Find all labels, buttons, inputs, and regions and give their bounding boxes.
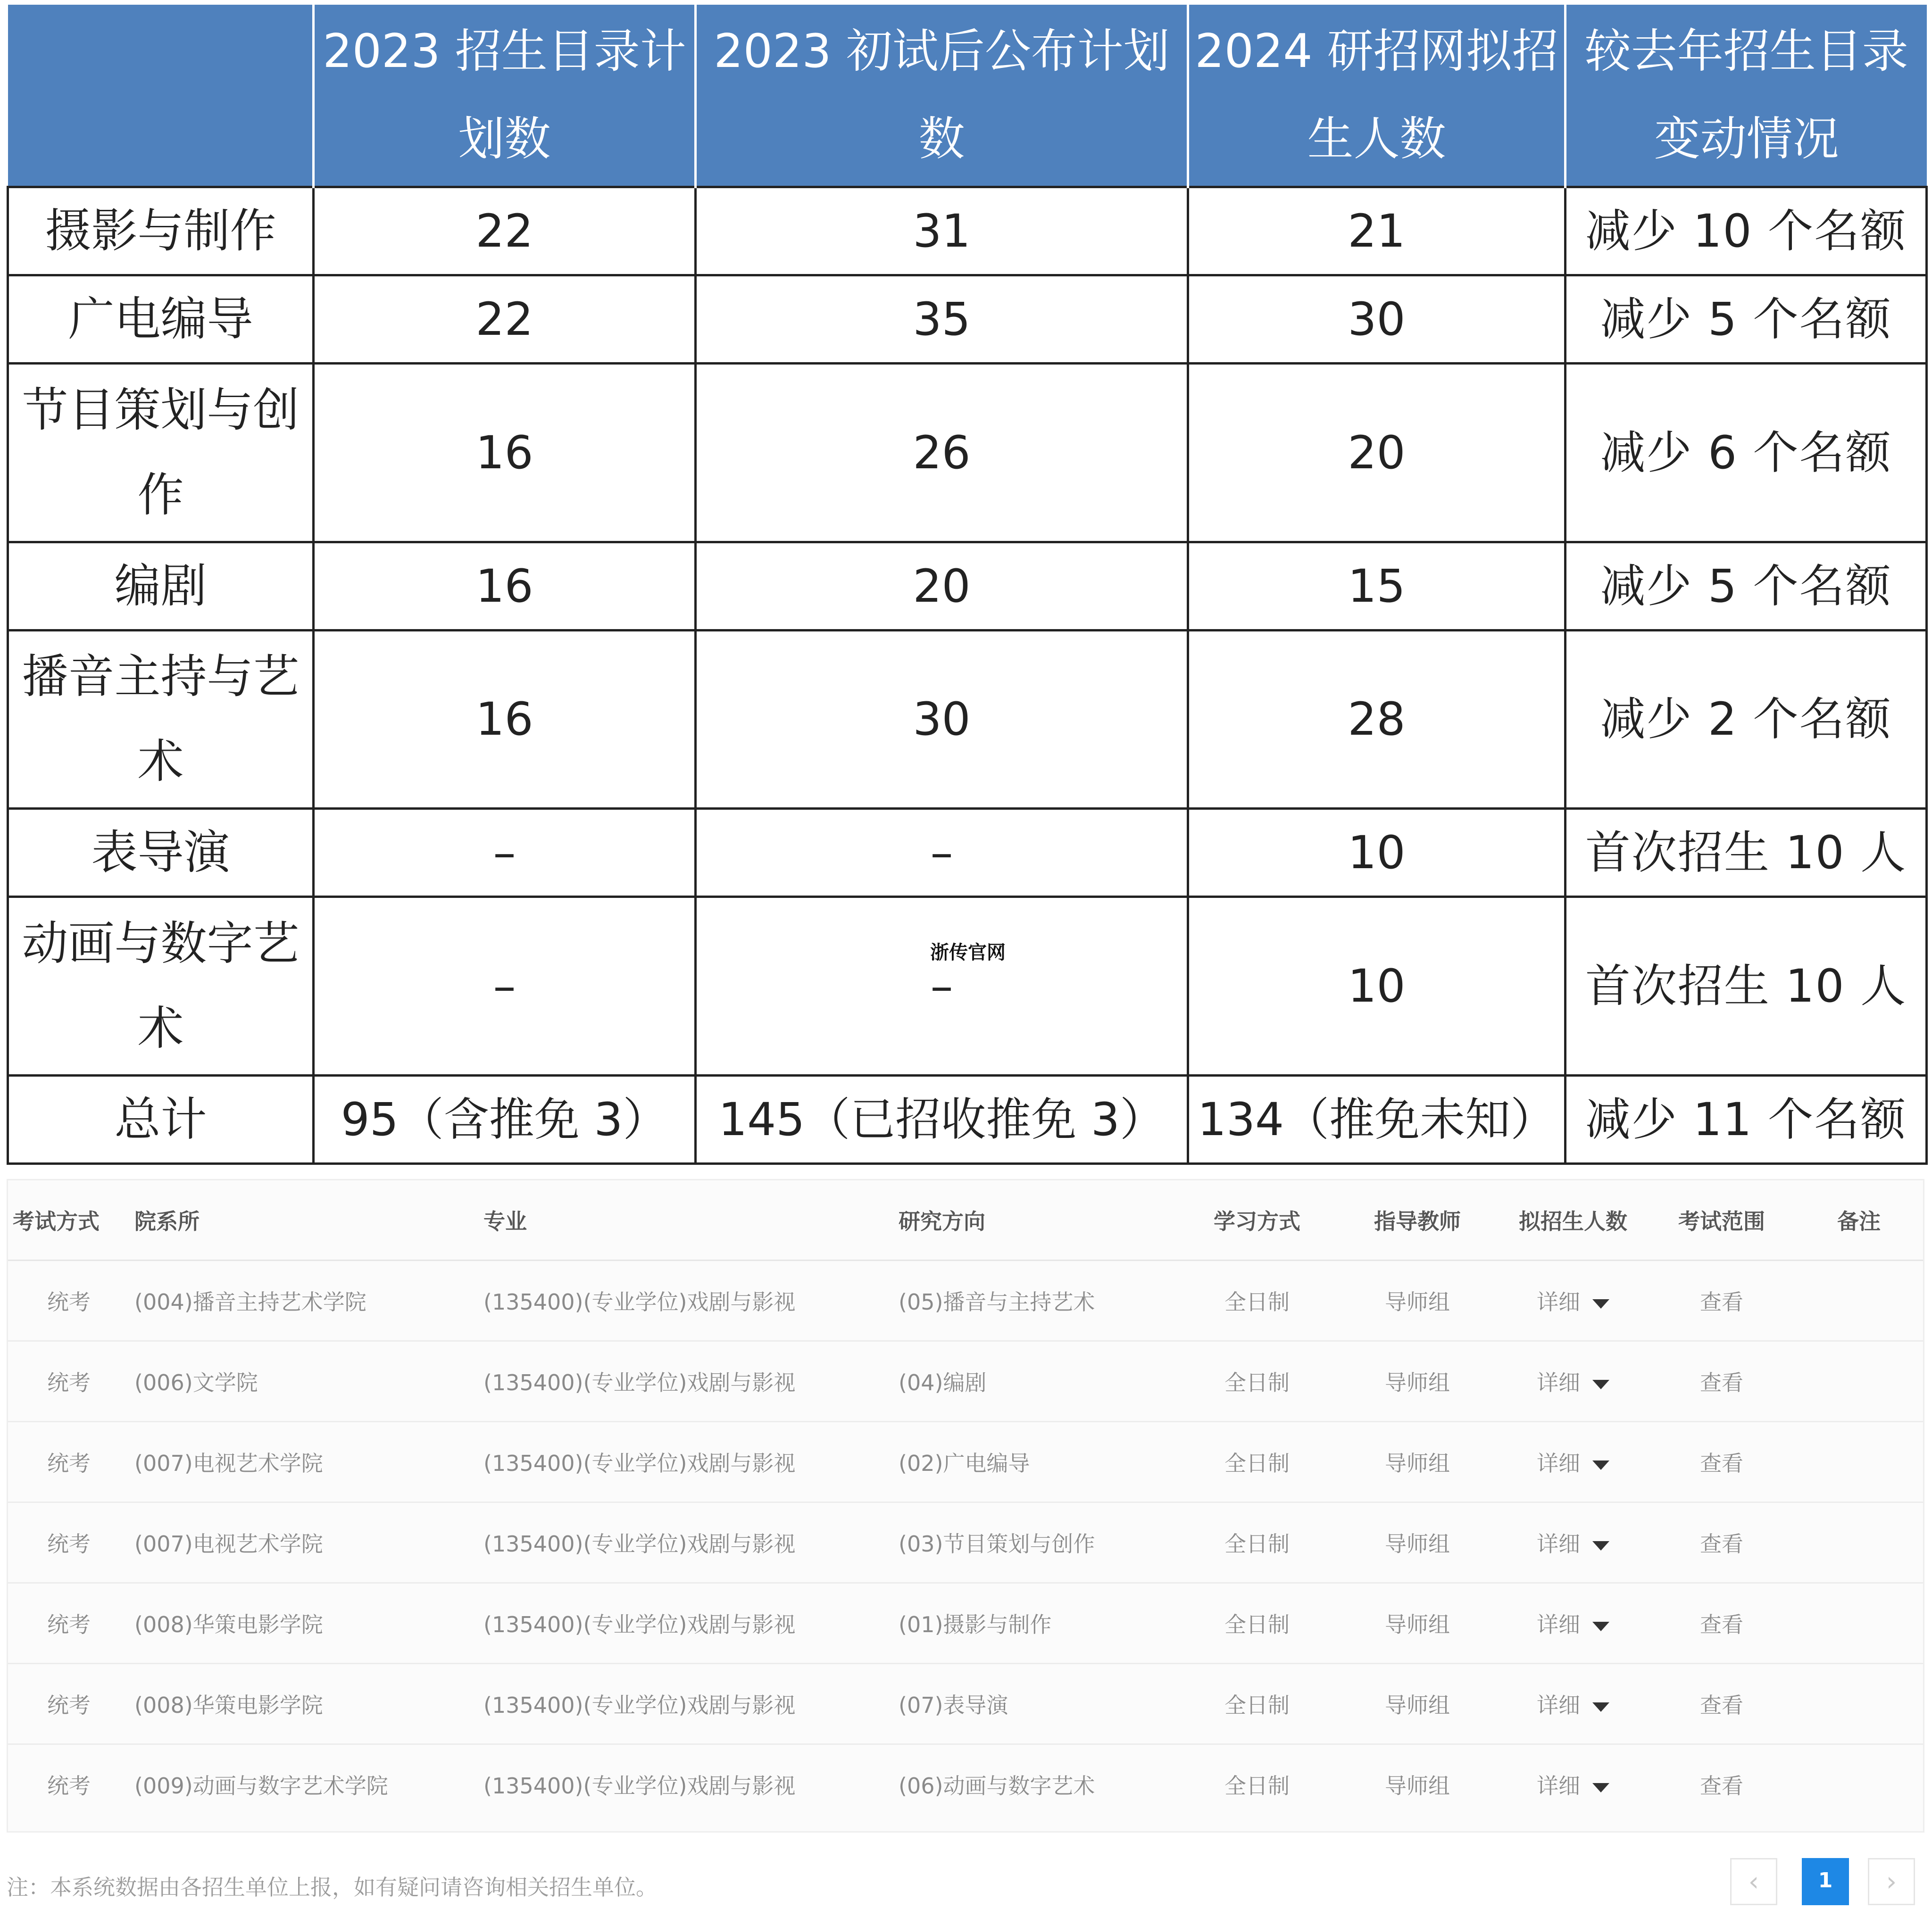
table-row	[8, 630, 1927, 809]
study-mode: 全日制	[1224, 1773, 1290, 1799]
col-study-mode: 学习方式	[1177, 1180, 1337, 1261]
table-row	[8, 1261, 1923, 1341]
header-corner	[8, 5, 314, 187]
study-mode: 全日制	[1177, 1583, 1337, 1664]
department: (006)文学院	[130, 1341, 479, 1422]
col-direction: 研究方向	[894, 1180, 1177, 1261]
study-mode: 全日制	[1177, 1422, 1337, 1502]
table-row	[8, 1422, 1923, 1502]
exam-method: 统考	[8, 1664, 130, 1744]
major: (135400)(专业学位)戏剧与影视	[483, 1773, 796, 1799]
published-2023-value: 30	[696, 630, 1188, 809]
caret-down-icon	[1592, 1622, 1609, 1631]
table-row	[8, 1502, 1923, 1583]
table-row	[8, 1583, 1923, 1664]
department: (008)华策电影学院	[130, 1664, 479, 1744]
department: (007)电视艺术学院	[130, 1502, 479, 1583]
enrollment-catalog	[7, 1179, 1924, 1833]
caret-down-icon	[1592, 1380, 1609, 1389]
exam-scope-link[interactable]: 查看	[1649, 1422, 1795, 1502]
published-2023-value: 31	[696, 187, 1188, 275]
program-name: 表导演	[8, 809, 314, 897]
direction: (04)编剧	[894, 1341, 1177, 1422]
col-department: 院系所	[130, 1180, 479, 1261]
study-mode: 全日制	[1177, 1664, 1337, 1744]
direction: (05)播音与主持艺术	[894, 1261, 1177, 1341]
quota-dropdown-label: 详细	[1537, 1370, 1580, 1395]
plan-2024-value: 15	[1188, 542, 1566, 630]
watermark-text: 浙传官网	[930, 942, 1006, 963]
note	[1795, 1341, 1923, 1422]
advisor-link[interactable]: 导师组	[1337, 1422, 1498, 1502]
col-note: 备注	[1795, 1180, 1923, 1261]
department: (008)华策电影学院	[130, 1583, 479, 1664]
direction: (06)动画与数字艺术	[899, 1773, 1095, 1799]
change-value: 首次招生 10 人	[1566, 809, 1927, 897]
plan-2024-value: 20	[1188, 363, 1566, 542]
plan-2023-value: 22	[314, 187, 696, 275]
note	[1795, 1422, 1923, 1502]
table-row	[8, 1664, 1923, 1744]
study-mode: 全日制	[1177, 1261, 1337, 1341]
quota-dropdown[interactable]	[1498, 1664, 1649, 1744]
plan-2023-value: 16	[314, 363, 696, 542]
program-name: 动画与数字艺术	[8, 897, 314, 1076]
header-plan-2023: 2023 招生目录计划数	[314, 5, 696, 187]
footnote: 注：本系统数据由各招生单位上报，如有疑问请咨询相关招生单位。	[7, 1875, 658, 1900]
exam-method: 统考	[8, 1502, 130, 1583]
plan-2023-value: 16	[314, 542, 696, 630]
program-name: 播音主持与艺术	[8, 630, 314, 809]
change-value: 减少 10 个名额	[1566, 187, 1927, 275]
quota-dropdown-label: 详细	[1537, 1612, 1580, 1637]
major: (135400)(专业学位)戏剧与影视	[479, 1261, 894, 1341]
quota-dropdown-label: 详细	[1537, 1289, 1580, 1315]
major: (135400)(专业学位)戏剧与影视	[479, 1502, 894, 1583]
exam-method: 统考	[47, 1773, 91, 1799]
plan-2023-value: 95（含推免 3）	[314, 1076, 696, 1164]
table-row	[8, 897, 1927, 1076]
exam-scope-link[interactable]: 查看	[1649, 1261, 1795, 1341]
direction: (01)摄影与制作	[894, 1583, 1177, 1664]
exam-scope-link[interactable]: 查看	[1649, 1502, 1795, 1583]
plan-2024-value: 10	[1188, 897, 1566, 1076]
note	[1795, 1664, 1923, 1744]
quota-dropdown[interactable]	[1498, 1744, 1649, 1825]
plan-2023-value: 16	[314, 630, 696, 809]
table-row	[8, 275, 1927, 363]
advisor-link[interactable]: 导师组	[1337, 1664, 1498, 1744]
note	[1795, 1744, 1923, 1825]
advisor-link[interactable]: 导师组	[1337, 1502, 1498, 1583]
exam-method: 统考	[8, 1341, 130, 1422]
plan-2024-value: 30	[1188, 275, 1566, 363]
caret-down-icon	[1592, 1783, 1609, 1792]
caret-down-icon	[1592, 1541, 1609, 1551]
exam-scope-link[interactable]: 查看	[1649, 1341, 1795, 1422]
table-row	[8, 809, 1927, 897]
caret-down-icon	[1592, 1299, 1609, 1309]
plan-2024-value: 21	[1188, 187, 1566, 275]
program-name: 广电编导	[8, 275, 314, 363]
col-exam-method: 考试方式	[8, 1180, 130, 1261]
program-name: 编剧	[8, 542, 314, 630]
major: (135400)(专业学位)戏剧与影视	[479, 1341, 894, 1422]
quota-dropdown-label: 详细	[1537, 1531, 1580, 1557]
table-row	[8, 363, 1927, 542]
change-value: 减少 5 个名额	[1566, 542, 1927, 630]
exam-scope-link[interactable]: 查看	[1649, 1664, 1795, 1744]
exam-scope-link[interactable]: 查看	[1649, 1583, 1795, 1664]
published-2023-value: –	[696, 809, 1188, 897]
exam-method: 统考	[8, 1422, 130, 1502]
caret-down-icon	[1592, 1460, 1609, 1470]
caret-down-icon	[1592, 1702, 1609, 1712]
advisor-link[interactable]: 导师组	[1337, 1341, 1498, 1422]
quota-dropdown[interactable]	[1498, 1341, 1649, 1422]
quota-dropdown-label: 详细	[1537, 1773, 1580, 1799]
direction: (07)表导演	[894, 1664, 1177, 1744]
change-value: 首次招生 10 人	[1566, 897, 1927, 1076]
plan-2024-value: 10	[1188, 809, 1566, 897]
plan-2023-value: –	[314, 897, 696, 1076]
plan-2023-value: 22	[314, 275, 696, 363]
chevron-left-icon: ‹	[1748, 1867, 1759, 1897]
note	[1795, 1261, 1923, 1341]
quota-dropdown-label: 详细	[1537, 1693, 1580, 1718]
quota-dropdown[interactable]	[1498, 1422, 1649, 1502]
department: (004)播音主持艺术学院	[130, 1261, 479, 1341]
major: (135400)(专业学位)戏剧与影视	[479, 1422, 894, 1502]
plan-2024-value: 28	[1188, 630, 1566, 809]
exam-scope-link[interactable]: 查看	[1700, 1773, 1743, 1799]
change-value: 减少 5 个名额	[1566, 275, 1927, 363]
published-2023-value: –	[696, 897, 1188, 1076]
exam-method: 统考	[8, 1261, 130, 1341]
table-row	[8, 1744, 1923, 1825]
catalog-header-row	[8, 1180, 1923, 1261]
quota-dropdown-label: 详细	[1537, 1451, 1580, 1476]
plan-2023-value: –	[314, 809, 696, 897]
quota-dropdown[interactable]	[1498, 1583, 1649, 1664]
table-row	[8, 1341, 1923, 1422]
header-change: 较去年招生目录变动情况	[1566, 5, 1927, 187]
published-2023-value: 20	[696, 542, 1188, 630]
chevron-right-icon: ›	[1886, 1867, 1897, 1897]
table-row	[8, 187, 1927, 275]
exam-method: 统考	[8, 1583, 130, 1664]
study-mode: 全日制	[1177, 1341, 1337, 1422]
col-advisor: 指导教师	[1337, 1180, 1498, 1261]
change-value: 减少 6 个名额	[1566, 363, 1927, 542]
quota-dropdown[interactable]	[1498, 1502, 1649, 1583]
change-value: 减少 2 个名额	[1566, 630, 1927, 809]
study-mode: 全日制	[1177, 1502, 1337, 1583]
program-name: 摄影与制作	[8, 187, 314, 275]
major: (135400)(专业学位)戏剧与影视	[479, 1583, 894, 1664]
published-2023-value: 26	[696, 363, 1188, 542]
note	[1795, 1502, 1923, 1583]
header-published-2023: 2023 初试后公布计划数	[696, 5, 1188, 187]
plan-2024-value: 134（推免未知）	[1188, 1076, 1566, 1164]
change-value: 减少 11 个名额	[1566, 1076, 1927, 1164]
advisor-link[interactable]: 导师组	[1385, 1773, 1450, 1799]
major: (135400)(专业学位)戏剧与影视	[479, 1664, 894, 1744]
advisor-link[interactable]: 导师组	[1337, 1261, 1498, 1341]
header-plan-2024: 2024 研招网拟招生人数	[1188, 5, 1566, 187]
note	[1795, 1583, 1923, 1664]
direction: (02)广电编导	[894, 1422, 1177, 1502]
quota-dropdown[interactable]	[1498, 1261, 1649, 1341]
department: (007)电视艺术学院	[130, 1422, 479, 1502]
col-major: 专业	[479, 1180, 894, 1261]
advisor-link[interactable]: 导师组	[1337, 1583, 1498, 1664]
comparison-header-row	[8, 5, 1927, 187]
published-2023-value: 145（已招收推免 3）	[696, 1076, 1188, 1164]
col-exam-scope: 考试范围	[1649, 1180, 1795, 1261]
col-quota: 拟招生人数	[1498, 1180, 1649, 1261]
catalog-table	[8, 1180, 1923, 1824]
pagination-next-button[interactable]	[1868, 1858, 1915, 1905]
direction: (03)节目策划与创作	[894, 1502, 1177, 1583]
program-name: 总计	[8, 1076, 314, 1164]
department: (009)动画与数字艺术学院	[134, 1773, 388, 1799]
quota-comparison-table	[7, 5, 1928, 1165]
pagination-current-page[interactable]: 1	[1802, 1858, 1849, 1905]
table-row	[8, 542, 1927, 630]
total-row	[8, 1076, 1927, 1164]
program-name: 节目策划与创作	[8, 363, 314, 542]
pagination-prev-button[interactable]	[1730, 1858, 1777, 1905]
published-2023-value: 35	[696, 275, 1188, 363]
